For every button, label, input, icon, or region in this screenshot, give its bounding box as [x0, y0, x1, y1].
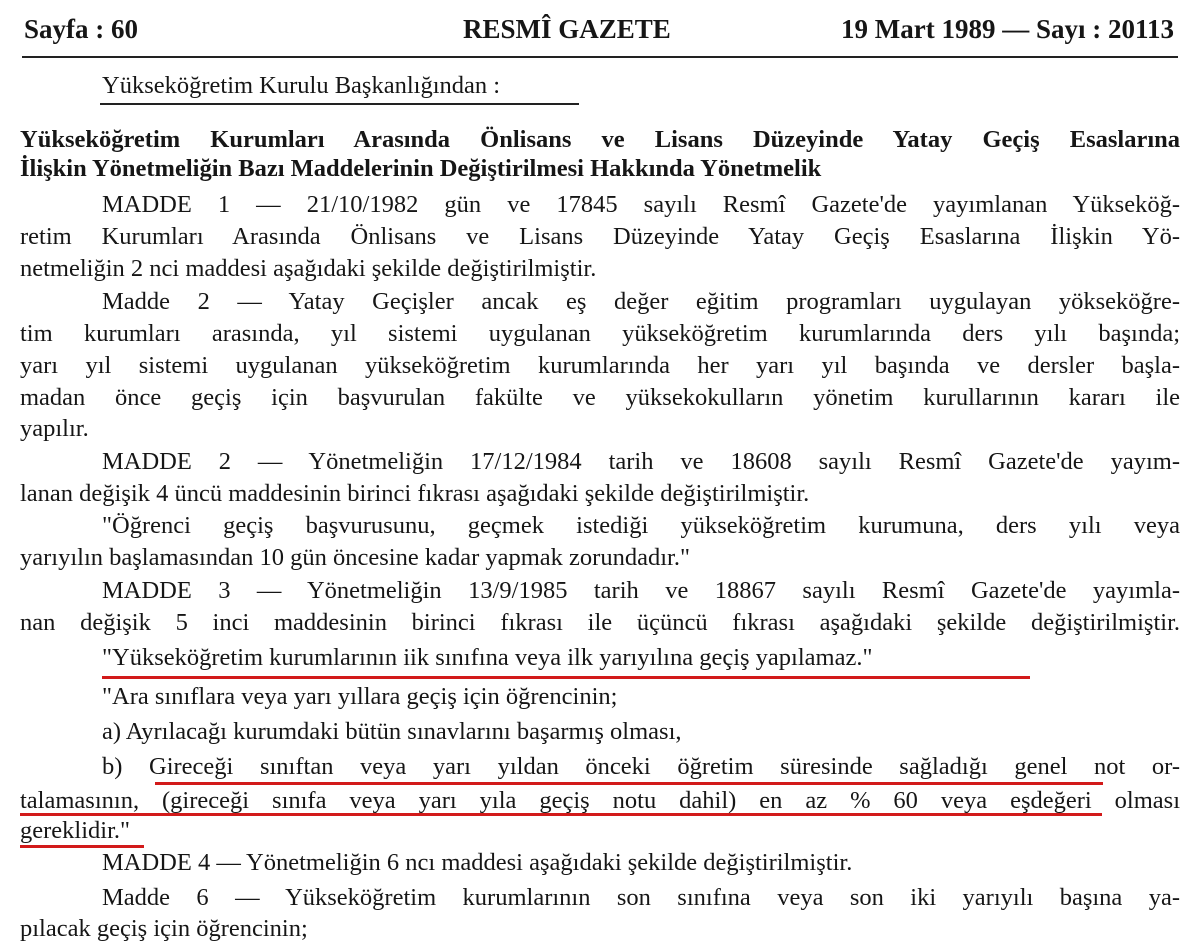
body-line-highlighted: gereklidir.": [20, 817, 131, 844]
body-line: MADDE 3 — Yönetmeliğin 13/9/1985 tarih ve 18867 sayılı Resmî Gazete'de yayımla-: [102, 577, 1180, 604]
authority-underline: [100, 103, 579, 105]
body-line: pılacak geçiş için öğrencinin;: [20, 915, 308, 942]
body-line: madan önce geçiş için başvurulan fakülte ve yüksekokulların yönetim kurullarının kararı ile: [20, 384, 1180, 411]
body-line: yarıyılın başlamasından 10 gün öncesine kadar yapmak zorundadır.": [20, 544, 690, 571]
body-line: Madde 2 — Yatay Geçişler ancak eş değer eğitim programları uygulayan yökseköğre-: [102, 288, 1180, 315]
red-underline: [102, 676, 1030, 679]
body-line: a) Ayrılacağı kurumdaki bütün sınavlarını başarmış olması,: [102, 718, 682, 745]
page-header: [24, 14, 1174, 54]
body-line: "Öğrenci geçiş başvurusunu, geçmek istediği yükseköğretim kurumuna, ders yılı veya: [102, 512, 1180, 539]
issuing-authority: Yükseköğretim Kurulu Başkanlığından :: [102, 72, 501, 99]
body-line: netmeliğin 2 nci maddesi aşağıdaki şekilde değiştirilmiştir.: [20, 255, 597, 282]
issue-date: 19 Mart 1989 — Sayı : 20113: [841, 14, 1174, 44]
body-line: "Ara sınıflara veya yarı yıllara geçiş için öğrencinin;: [102, 683, 618, 710]
body-line: Madde 6 — Yükseköğretim kurumlarının son sınıfına veya son iki yarıyılı başına ya-: [102, 884, 1180, 911]
body-line: retim Kurumları Arasında Önlisans ve Lisans Düzeyinde Yatay Geçiş Esaslarına İlişkin Yö-: [20, 223, 1180, 250]
header-rule: [22, 56, 1178, 58]
regulation-title-line-2: İlişkin Yönetmeliğin Bazı Maddelerinin Değiştirilmesi Hakkında Yönetmelik: [20, 155, 822, 182]
body-line: MADDE 1 — 21/10/1982 gün ve 17845 sayılı Resmî Gazete'de yayımlanan Yükseköğ-: [102, 191, 1180, 218]
page-number: Sayfa : 60: [24, 14, 138, 44]
body-line: tim kurumları arasında, yıl sistemi uygulanan yükseköğretim kurumlarında ders yılı başında;: [20, 320, 1180, 347]
body-line: yapılır.: [20, 415, 89, 442]
regulation-title-line-1: Yükseköğretim Kurumları Arasında Önlisans ve Lisans Düzeyinde Yatay Geçiş Esaslarına: [20, 126, 1180, 153]
publication-name: RESMÎ GAZETE: [463, 14, 671, 44]
body-line: nan değişik 5 inci maddesinin birinci fıkrası ile üçüncü fıkrası aşağıdaki şekilde değiştirilmiştir.: [20, 609, 1180, 636]
body-line: yarı yıl sistemi uygulanan yükseköğretim kurumlarında her yarı yıl başında ve dersler başla-: [20, 352, 1180, 379]
body-line-highlighted: talamasının, (gireceği sınıfa veya yarı yıla geçiş notu dahil) en az % 60 veya eşdeğeri olması: [20, 787, 1180, 814]
body-line-highlighted: b) Gireceği sınıftan veya yarı yıldan önceki öğretim süresinde sağladığı genel not or-: [102, 753, 1180, 780]
body-line: MADDE 4 — Yönetmeliğin 6 ncı maddesi aşağıdaki şekilde değiştirilmiştir.: [102, 849, 853, 876]
body-line: lanan değişik 4 üncü maddesinin birinci fıkrası aşağıdaki şekilde değiştirilmiştir.: [20, 480, 810, 507]
body-line: MADDE 2 — Yönetmeliğin 17/12/1984 tarih ve 18608 sayılı Resmî Gazete'de yayım-: [102, 448, 1180, 475]
body-line-highlighted: "Yükseköğretim kurumlarının iik sınıfına veya ilk yarıyılına geçiş yapılamaz.": [102, 644, 873, 671]
